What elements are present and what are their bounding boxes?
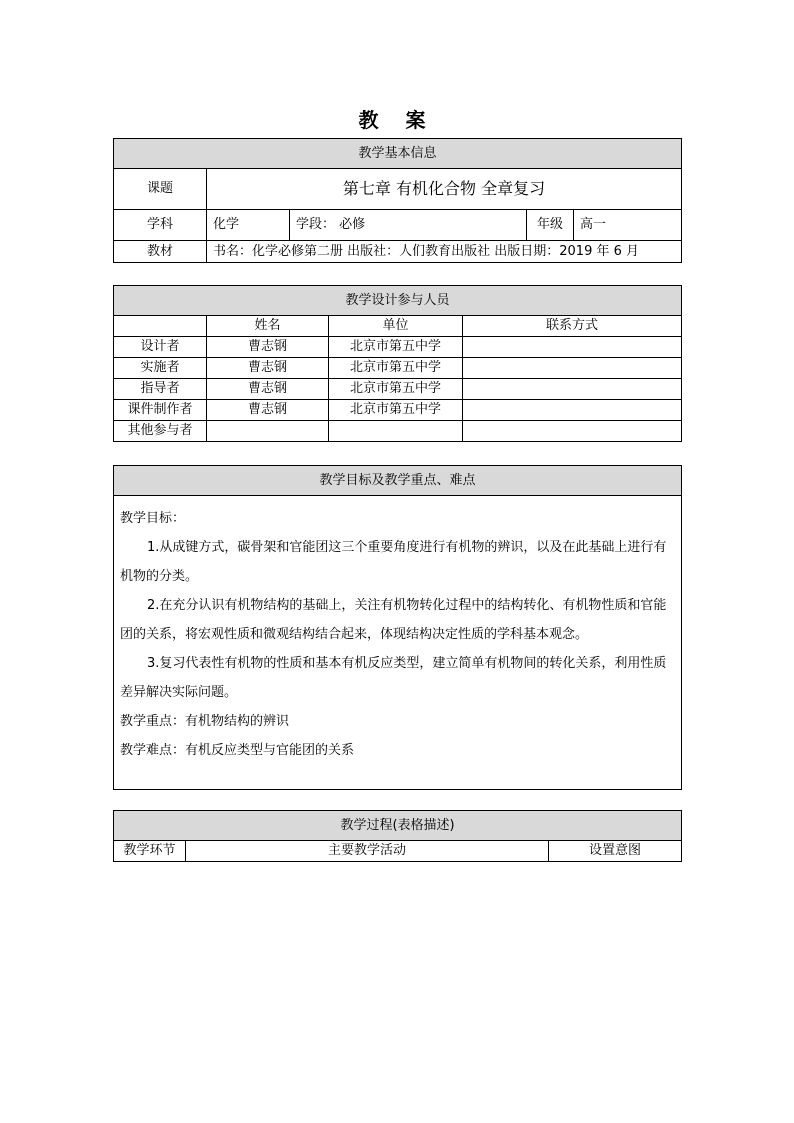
topic-value: 第七章 有机化合物 全章复习 [207, 169, 682, 210]
goal-item-2: 2.在充分认识有机物结构的基础上，关注有机物转化过程中的结构转化、有机物性质和官能团的关系，将宏观性质和微观结构结合起来，体现结构决定性质的学科基本观念。 [120, 598, 667, 642]
goal-item-1: 1.从成键方式，碳骨架和官能团这三个重要角度进行有机物的辨识，以及在此基础上进行有机物的分类。 [120, 540, 667, 584]
role-cell: 实施者 [114, 358, 207, 379]
basic-info-header: 教学基本信息 [114, 139, 682, 169]
objectives-table [113, 465, 682, 790]
table-row [114, 400, 682, 421]
process-table [113, 810, 682, 862]
objectives-body [114, 496, 682, 790]
role-cell: 其他参与者 [114, 421, 207, 442]
process-header: 教学过程(表格描述) [114, 811, 682, 841]
column-header-contact: 联系方式 [463, 316, 682, 337]
contact-cell [463, 400, 682, 421]
table-row [114, 379, 682, 400]
unit-cell: 北京市第五中学 [329, 379, 463, 400]
column-header-name: 姓名 [207, 316, 329, 337]
contact-cell [463, 337, 682, 358]
table-row [114, 358, 682, 379]
name-cell: 曹志钢 [207, 400, 329, 421]
basic-info-table [113, 138, 682, 263]
subject-label: 学科 [114, 210, 207, 241]
participants-header: 教学设计参与人员 [114, 286, 682, 316]
goal-item-3: 3.复习代表性有机物的性质和基本有机反应类型，建立简单有机物间的转化关系，利用性质差异解决实际问题。 [120, 656, 667, 700]
col-step: 教学环节 [114, 841, 186, 862]
col-intent: 设置意图 [549, 841, 682, 862]
material-label: 教材 [114, 241, 207, 263]
table-row [114, 421, 682, 442]
grade-label: 年级 [527, 210, 574, 241]
grade-value: 高一 [574, 210, 682, 241]
contact-cell [463, 379, 682, 400]
unit-cell: 北京市第五中学 [329, 358, 463, 379]
difficult-point: 教学难点：有机反应类型与官能团的关系 [120, 743, 355, 758]
table-row [114, 337, 682, 358]
name-cell: 曹志钢 [207, 379, 329, 400]
name-cell: 曹志钢 [207, 337, 329, 358]
document-title: 教 案 [358, 108, 436, 132]
stage-label: 学段： 必修 [290, 210, 527, 241]
column-header-unit: 单位 [329, 316, 463, 337]
goal-label: 教学目标： [120, 511, 186, 526]
topic-label: 课题 [114, 169, 207, 210]
objectives-header: 教学目标及教学重点、难点 [114, 466, 682, 496]
participants-table [113, 285, 682, 442]
unit-cell: 北京市第五中学 [329, 400, 463, 421]
column-header [114, 316, 207, 337]
role-cell: 指导者 [114, 379, 207, 400]
role-cell: 设计者 [114, 337, 207, 358]
unit-cell: 北京市第五中学 [329, 337, 463, 358]
unit-cell [329, 421, 463, 442]
material-value: 书名：化学必修第二册 出版社：人们教育出版社 出版日期：2019 年 6 月 [207, 241, 682, 263]
role-cell: 课件制作者 [114, 400, 207, 421]
name-cell [207, 421, 329, 442]
name-cell: 曹志钢 [207, 358, 329, 379]
subject-value: 化学 [207, 210, 290, 241]
contact-cell [463, 358, 682, 379]
key-point: 教学重点：有机物结构的辨识 [120, 714, 290, 729]
col-activity: 主要教学活动 [186, 841, 549, 862]
contact-cell [463, 421, 682, 442]
